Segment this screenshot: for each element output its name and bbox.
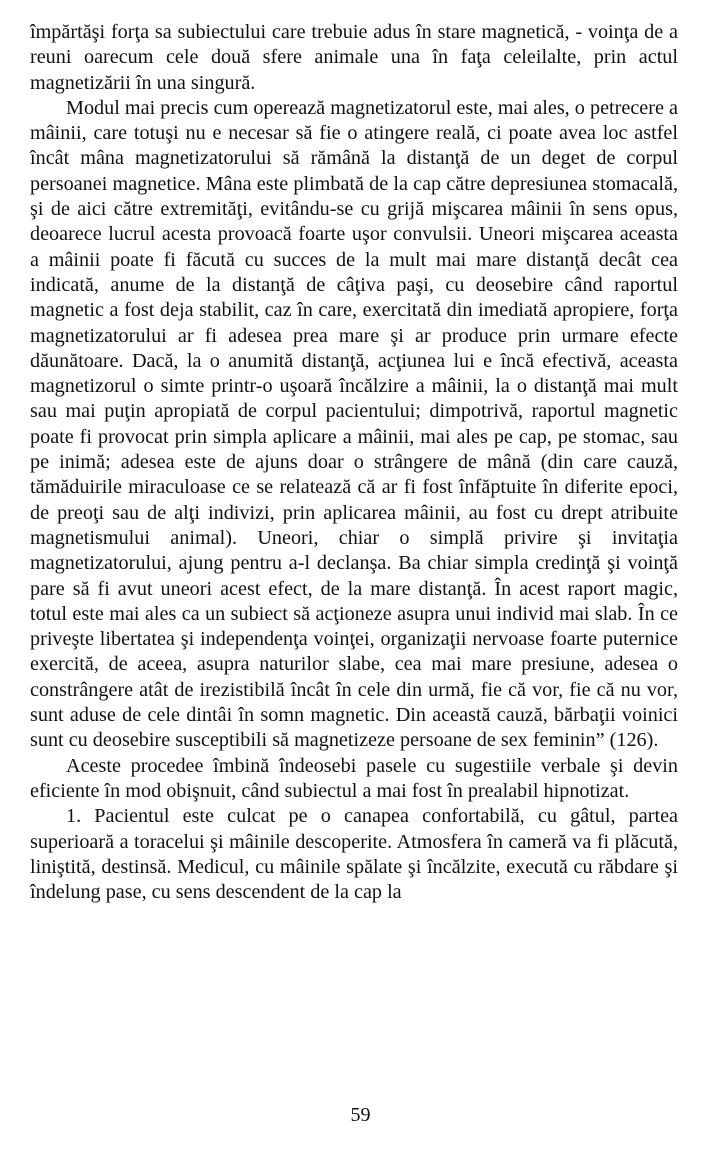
paragraph-1: împărtăşi forţa sa subiectului care trebuie adus în stare magnetică, - voinţa de a reuni oarecum cele două sfere animale una în faţa celeilalte, prin actul magnetizării în una singură. [30, 21, 678, 94]
paragraph-4: 1. Pacientul este culcat pe o canapea confortabilă, cu gâtul, partea superioară a toracelui şi mâinile descoperite. Atmosfera în cameră va fi plăcută, liniştită, destinsă. Medicul, cu mâinile spălate şi încălzite, execută cu răbdare şi îndelung pase, cu sens descendent de la cap la [30, 805, 678, 904]
page-number: 59 [350, 1104, 371, 1126]
paragraph-2: Modul mai precis cum operează magnetizatorul este, mai ales, o petrecere a mâinii, care totuşi nu e necesar să fie o atingere reală, ci poate avea loc astfel încât mâna magnetizatorului să rămână la distanţă de un deget de corpul persoanei magnetice. Mâna este plimbată de la cap către depresiunea stomacală, şi de aici către extremităţi, evitându-se cu grijă mişcarea mâinii în sens opus, deoarece lucrul acesta provoacă foarte uşor convulsii. Uneori mişcarea aceasta a mâinii poate fi făcută cu succes de la mult mai mare distanţă decât cea indicată, anume de la distanţă de câţiva paşi, cu deosebire când raportul magnetic a fost deja stabilit, caz în care, exercitată din imediată apropiere, forţa magnetizatorului ar fi adesea prea mare şi ar produce prin urmare efecte dăunătoare. Dacă, la o anumită distanţă, acţiunea lui e încă efectivă, aceasta magnetizorul o simte printr-o uşoară încălzire a mâinii, la o distanţă mai mult sau mai puţin apropiată de corpul pacientului; dimpotrivă, raportul magnetic poate fi provocat prin simpla aplicare a mâinii, mai ales pe cap, pe stomac, sau pe inimă; adesea este de ajuns doar o strângere de mână (din care cauză, tămăduirile miraculoase ce se relatează că ar fi fost înfăptuite în diferite epoci, de preoţi sau de alţi indivizi, prin aplicarea mâinii, au fost cu drept atribuite magnetismului animal). Uneori, chiar o simplă privire şi invitaţia magnetizatorului, ajung pentru a-l declanşa. Ba chiar simpla credinţă şi voinţă pare să fi avut uneori acest efect, de la mare distanţă. În acest raport magic, totul este mai ales ca un subiect să acţioneze asupra unui individ mai slab. În ce priveşte libertatea şi independenţa voinţei, organizaţii nervoase foarte puternice exercită, de aceea, asupra naturilor slabe, cea mai mare presiune, adesea o constrângere atât de irezistibilă încât în cele din urmă, fie că vor, fie că nu vor, sunt aduse de cele dintâi în somn magnetic. Din această cauză, bărbaţii voinici sunt cu deosebire susceptibili să magnetizeze persoane de sex feminin” (126). [30, 96, 678, 752]
paragraph-3: Aceste procedee îmbină îndeosebi pasele cu sugestiile verbale şi devin eficiente în mod obişnuit, când subiectul a mai fost în prealabil hipnotizat. [30, 754, 678, 802]
book-page [30, 20, 678, 905]
